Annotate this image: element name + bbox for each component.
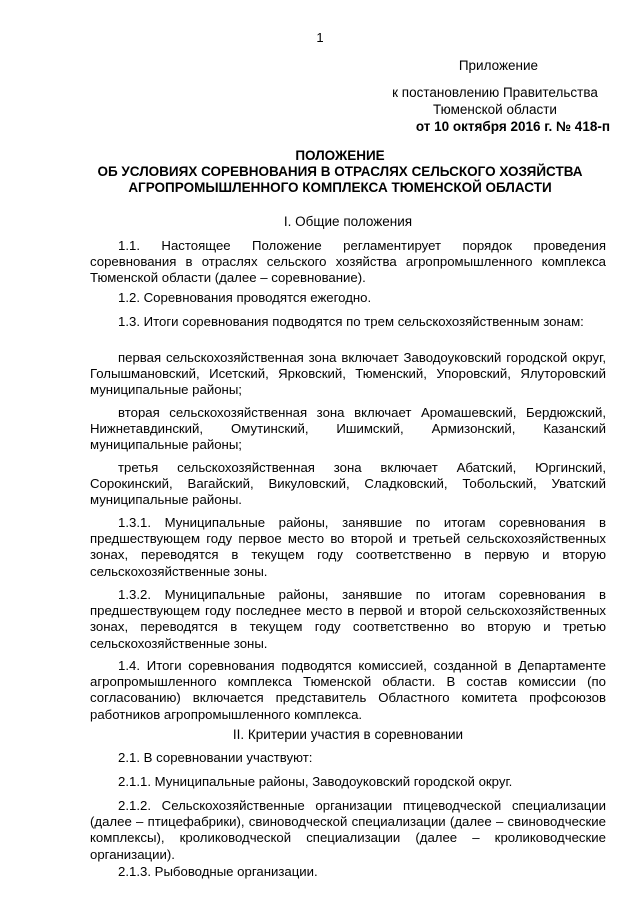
- paragraph-1-2: 1.2. Соревнования проводятся ежегодно.: [118, 290, 372, 305]
- section-2-heading: II. Критерии участия в соревновании: [232, 727, 464, 742]
- annex-label: Приложение: [458, 58, 538, 73]
- paragraph-zone-3: третья сельскохозяйственная зона включает Абатский, Юргинский, Сорокинский, Вагайский, Викуловский, Сладковский, Тобольский, Уватский муниципальные районы.: [90, 460, 606, 508]
- paragraph-1-3-2: 1.3.2. Муниципальные районы, занявшие по итогам соревнования в предшествующем году последнее место в первой и второй сельскохозяйственных зонах, переводятся в текущем году соответственно во вторую и третью сельскохозяйственные зоны.: [90, 587, 606, 651]
- paragraph-zone-2: вторая сельскохозяйственная зона включает Аромашевский, Бердюжский, Нижнетавдинский, Омутинский, Ишимский, Армизонский, Казанский муниципальные районы;: [90, 405, 606, 453]
- paragraph-1-3-1: 1.3.1. Муниципальные районы, занявшие по итогам соревнования в предшествующем году первое место во второй и третьей сельскохозяйственных зонах, переводятся в текущем году соответственно в первую и вторую сельскохозяйственные зоны.: [90, 515, 606, 579]
- annex-line-3: от 10 октября 2016 г. № 418-п: [415, 119, 610, 134]
- title-line-1: ПОЛОЖЕНИЕ: [295, 148, 385, 163]
- paragraph-1-1: 1.1. Настоящее Положение регламентирует порядок проведения соревнования в отраслях сельского хозяйства агропромышленного комплекса Тюменской области (далее – соревнование).: [90, 238, 606, 286]
- page-number: 1: [316, 30, 324, 45]
- section-1-heading: I. Общие положения: [283, 214, 413, 229]
- document-title: [70, 148, 610, 196]
- annex-reference: [380, 84, 610, 135]
- annex-line-1: к постановлению Правительства: [392, 85, 598, 100]
- paragraph-2-1: 2.1. В соревновании участвуют:: [118, 750, 313, 765]
- paragraph-2-1-2: 2.1.2. Сельскохозяйственные организации птицеводческой специализации (далее – птицефабрики), свиноводческой специализации (далее – свиноводческие комплексы), кролиководческой специализации (далее – кролиководческие организации).: [90, 798, 606, 862]
- paragraph-2-1-3: 2.1.3. Рыбоводные организации.: [118, 864, 318, 879]
- paragraph-1-3: 1.3. Итоги соревнования подводятся по трем сельскохозяйственным зонам:: [118, 314, 584, 329]
- annex-line-2: Тюменской области: [433, 102, 557, 117]
- paragraph-1-4: 1.4. Итоги соревнования подводятся комиссией, созданной в Департаменте агропромышленного комплекса Тюменской области. В состав комиссии (по согласованию) включается представитель Областного комитета профсоюзов работников агропромышленного комплекса.: [90, 658, 606, 722]
- title-line-3: АГРОПРОМЫШЛЕННОГО КОМПЛЕКСА ТЮМЕНСКОЙ ОБЛАСТИ: [128, 180, 552, 195]
- paragraph-2-1-1: 2.1.1. Муниципальные районы, Заводоуковский городской округ.: [118, 774, 513, 789]
- title-line-2: ОБ УСЛОВИЯХ СОРЕВНОВАНИЯ В ОТРАСЛЯХ СЕЛЬСКОГО ХОЗЯЙСТВА: [97, 164, 583, 179]
- paragraph-zone-1: первая сельскохозяйственная зона включает Заводоуковский городской округ, Голышмановский, Исетский, Ярковский, Тюменский, Упоровский, Ялуторовский муниципальные районы;: [90, 350, 606, 398]
